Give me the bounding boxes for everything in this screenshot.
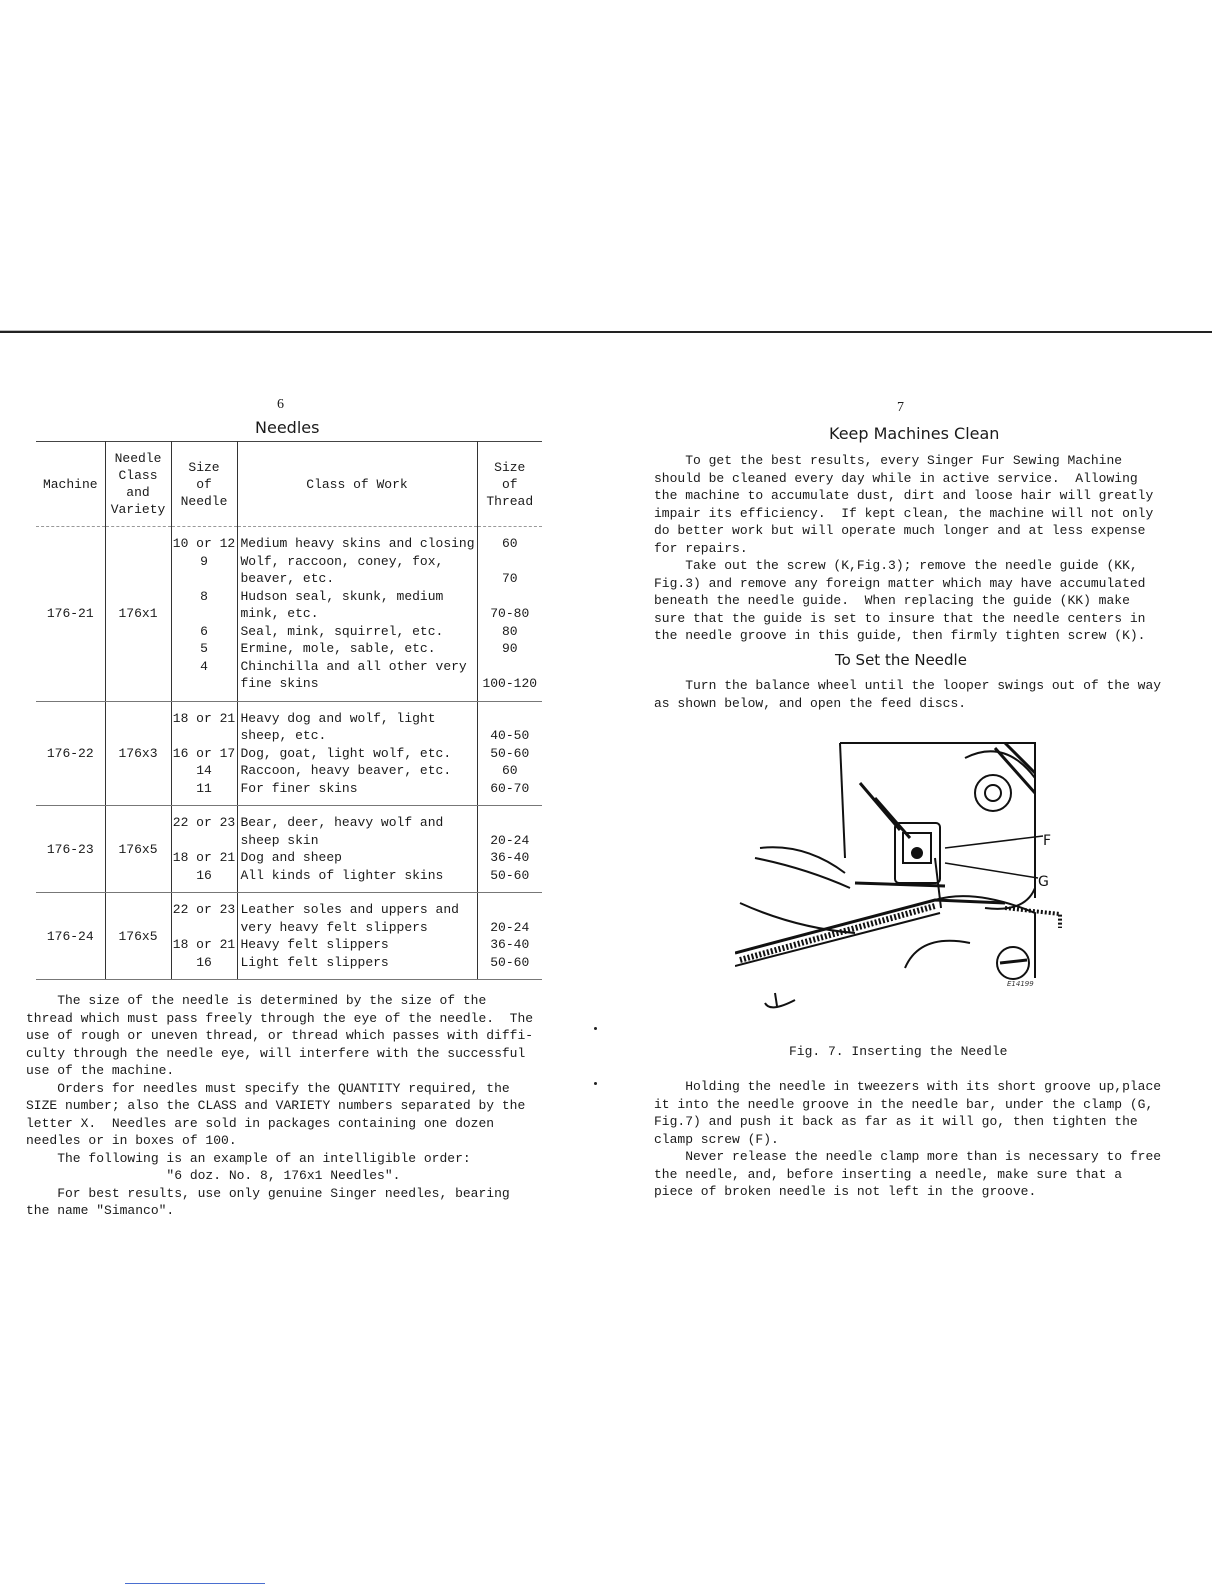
thread-size: 50-60 bbox=[490, 954, 530, 970]
class-of-work-cell bbox=[237, 893, 477, 980]
thread-size bbox=[478, 658, 543, 676]
text-line: the name "Simanco". bbox=[26, 1203, 175, 1218]
needle-size: 10 or 12 bbox=[172, 536, 236, 551]
work-description: Light felt slippers bbox=[240, 954, 389, 970]
work-description: very heavy felt slippers bbox=[240, 919, 428, 935]
thread-size bbox=[478, 553, 543, 571]
text-line: do better work but will operate much longer and at less expense bbox=[654, 523, 1146, 538]
thread-size: 60 bbox=[501, 536, 518, 551]
needle-illustration bbox=[735, 738, 1065, 1028]
class-of-work-cell bbox=[237, 527, 477, 702]
text-line: for repairs. bbox=[654, 540, 748, 556]
left-page-number: 6 bbox=[277, 397, 284, 412]
work-description: Heavy dog and wolf, light bbox=[240, 710, 436, 726]
thread-size: 20-24 bbox=[490, 919, 530, 935]
machine-cell: 176-22 bbox=[36, 701, 105, 806]
thread-size bbox=[478, 588, 543, 606]
needle-size: 11 bbox=[196, 780, 212, 796]
needle-class-cell: 176x5 bbox=[105, 806, 171, 893]
text-line: should be cleaned every day while in active service. Allowing bbox=[654, 470, 1138, 486]
work-description: beaver, etc. bbox=[240, 571, 335, 586]
set-needle-heading: To Set the Needle bbox=[835, 651, 967, 669]
figure-code: E14199 bbox=[1007, 980, 1034, 988]
needle-size bbox=[172, 605, 237, 623]
work-description: Heavy felt slippers bbox=[240, 937, 389, 952]
margin-dot bbox=[594, 1027, 597, 1030]
thread-size-cell bbox=[477, 701, 542, 806]
needle-size: 16 bbox=[196, 954, 212, 970]
work-description: Raccoon, heavy beaver, etc. bbox=[240, 763, 452, 778]
needle-size-cell bbox=[171, 701, 237, 806]
needle-notes bbox=[26, 992, 533, 1220]
needle-class-cell: 176x5 bbox=[105, 893, 171, 980]
thread-size: 50-60 bbox=[490, 867, 530, 883]
thread-size: 60 bbox=[501, 763, 518, 778]
header-machine: Machine bbox=[36, 442, 105, 527]
text-line: Fig.3) and remove any foreign matter which may have accumulated bbox=[654, 575, 1146, 591]
class-of-work-cell bbox=[237, 701, 477, 806]
class-of-work-cell bbox=[237, 806, 477, 893]
thread-size: 70 bbox=[501, 571, 518, 586]
work-description: Dog and sheep bbox=[240, 850, 342, 865]
needle-size: 14 bbox=[196, 763, 212, 778]
inserting-paragraph bbox=[654, 1078, 1161, 1201]
table-row bbox=[36, 527, 542, 702]
text-line: Orders for needles must specify the QUANTITY required, the bbox=[26, 1080, 510, 1096]
thread-size: 20-24 bbox=[490, 832, 530, 848]
table-row bbox=[36, 701, 542, 806]
right-page-title: Keep Machines Clean bbox=[829, 424, 1000, 443]
work-description: fine skins bbox=[240, 676, 319, 691]
needle-size-cell bbox=[171, 893, 237, 980]
thread-size bbox=[478, 901, 543, 919]
header-class-of-work: Class of Work bbox=[237, 442, 477, 527]
work-description: Hudson seal, skunk, medium bbox=[240, 588, 444, 604]
machine-cell: 176-23 bbox=[36, 806, 105, 893]
thread-size: 60-70 bbox=[490, 780, 530, 796]
bottom-link-rule bbox=[125, 1583, 265, 1584]
needle-size bbox=[172, 832, 237, 850]
sewing-machine-drawing bbox=[735, 738, 1065, 1028]
text-line: Turn the balance wheel until the looper swings out of the way bbox=[654, 678, 1162, 693]
text-line: SIZE number; also the CLASS and VARIETY numbers separated by the bbox=[26, 1098, 526, 1113]
thread-size: 40-50 bbox=[490, 728, 530, 743]
needle-size: 9 bbox=[200, 553, 208, 569]
needle-size: 22 or 23 bbox=[172, 815, 236, 830]
needle-size: 16 or 17 bbox=[172, 745, 236, 761]
header-size-of-thread: Size of Thread bbox=[477, 442, 542, 527]
needle-table bbox=[36, 441, 542, 980]
text-line: the needle, and, before inserting a needle, make sure that a bbox=[654, 1166, 1123, 1182]
thread-size: 36-40 bbox=[490, 850, 530, 865]
needle-size: 4 bbox=[200, 658, 208, 674]
text-line: Fig.7) and push it back as far as it will go, then tighten the bbox=[654, 1114, 1138, 1129]
work-description: Chinchilla and all other very bbox=[240, 658, 467, 674]
needle-size: 6 bbox=[200, 623, 208, 639]
text-line: needles or in boxes of 100. bbox=[26, 1133, 237, 1148]
margin-dot bbox=[594, 1082, 597, 1085]
needle-size bbox=[172, 675, 237, 693]
thread-size: 36-40 bbox=[490, 937, 530, 952]
needle-size: 8 bbox=[200, 588, 208, 604]
work-description: Medium heavy skins and closing bbox=[240, 536, 475, 551]
text-line: culty through the needle eye, will interfere with the successful bbox=[26, 1045, 526, 1061]
left-page-title: Needles bbox=[255, 418, 320, 437]
text-line: the machine to accumulate dust, dirt and loose hair will greatly bbox=[654, 488, 1154, 503]
needle-size bbox=[172, 570, 237, 588]
text-line: thread which must pass freely through the eye of the needle. The bbox=[26, 1010, 534, 1026]
text-line: Holding the needle in tweezers with its short groove up,place bbox=[654, 1079, 1162, 1094]
table-row bbox=[36, 893, 542, 980]
needle-size bbox=[172, 919, 237, 937]
needle-size-cell bbox=[171, 527, 237, 702]
needle-size: 22 or 23 bbox=[172, 902, 236, 917]
text-line: The size of the needle is determined by the size of the bbox=[26, 993, 487, 1008]
text-line: letter X. Needles are sold in packages containing one dozen bbox=[26, 1115, 495, 1131]
work-description: sheep skin bbox=[240, 832, 319, 848]
right-page-number: 7 bbox=[897, 400, 904, 415]
text-line: To get the best results, every Singer Fur Sewing Machine bbox=[654, 453, 1123, 468]
needle-class-cell: 176x3 bbox=[105, 701, 171, 806]
text-line: as shown below, and open the feed discs. bbox=[654, 695, 967, 711]
work-description: Ermine, mole, sable, etc. bbox=[240, 641, 436, 656]
needle-size bbox=[172, 727, 237, 745]
clean-paragraph bbox=[654, 452, 1153, 645]
machine-cell: 176-21 bbox=[36, 527, 105, 702]
text-line: the needle groove in this guide, then firmly tighten screw (K). bbox=[654, 628, 1146, 643]
table-header-row bbox=[36, 442, 542, 527]
header-size-of-needle: Size of Needle bbox=[171, 442, 237, 527]
text-line: sure that the guide is set to insure that the needle centers in bbox=[654, 610, 1146, 626]
work-description: Leather soles and uppers and bbox=[240, 902, 459, 917]
thread-size bbox=[478, 710, 543, 728]
label-g: G bbox=[1038, 874, 1049, 890]
thread-size bbox=[478, 814, 543, 832]
text-line: Never release the needle clamp more than is necessary to free bbox=[654, 1149, 1162, 1164]
text-line: impair its efficiency. If kept clean, the machine will not only bbox=[654, 505, 1154, 521]
needle-size-cell bbox=[171, 806, 237, 893]
needle-size: 16 bbox=[196, 867, 212, 883]
thread-size-cell bbox=[477, 527, 542, 702]
thread-size: 90 bbox=[501, 641, 518, 656]
text-line: "6 doz. No. 8, 176x1 Needles". bbox=[26, 1168, 401, 1183]
text-line: beneath the needle guide. When replacing the guide (KK) make bbox=[654, 593, 1130, 608]
text-line: For best results, use only genuine Singer needles, bearing bbox=[26, 1185, 510, 1201]
text-line: clamp screw (F). bbox=[654, 1131, 779, 1147]
text-line: use of the machine. bbox=[26, 1063, 175, 1078]
text-line: Take out the screw (K,Fig.3); remove the needle guide (KK, bbox=[654, 558, 1138, 573]
label-f: F bbox=[1043, 833, 1052, 849]
needle-size: 5 bbox=[200, 641, 208, 656]
work-description: Seal, mink, squirrel, etc. bbox=[240, 623, 444, 639]
text-line: it into the needle groove in the needle bar, under the clamp (G, bbox=[654, 1096, 1154, 1112]
text-line: use of rough or uneven thread, or thread which passes with diffi- bbox=[26, 1028, 534, 1043]
header-needle-class: Needle Class and Variety bbox=[105, 442, 171, 527]
work-description: Wolf, raccoon, coney, fox, bbox=[240, 553, 444, 569]
work-description: mink, etc. bbox=[240, 606, 319, 621]
work-description: Dog, goat, light wolf, etc. bbox=[240, 745, 452, 761]
thread-size-cell bbox=[477, 893, 542, 980]
work-description: All kinds of lighter skins bbox=[240, 867, 444, 883]
table-row bbox=[36, 806, 542, 893]
thread-size: 50-60 bbox=[490, 745, 530, 761]
needle-class-cell: 176x1 bbox=[105, 527, 171, 702]
thread-size: 80 bbox=[501, 623, 518, 639]
work-description: Bear, deer, heavy wolf and bbox=[240, 815, 444, 830]
text-line: The following is an example of an intelligible order: bbox=[26, 1150, 471, 1166]
needle-size: 18 or 21 bbox=[172, 850, 236, 865]
thread-size-cell bbox=[477, 806, 542, 893]
work-description: For finer skins bbox=[240, 780, 358, 796]
set-needle-paragraph bbox=[654, 677, 1161, 712]
text-line: piece of broken needle is not left in the groove. bbox=[654, 1184, 1037, 1199]
thread-size: 100-120 bbox=[482, 676, 538, 691]
work-description: sheep, etc. bbox=[240, 728, 327, 743]
top-rule bbox=[0, 331, 1212, 333]
figure-caption: Fig. 7. Inserting the Needle bbox=[789, 1044, 1008, 1059]
needle-size: 18 or 21 bbox=[172, 937, 236, 952]
thread-size: 70-80 bbox=[490, 606, 530, 621]
needle-size: 18 or 21 bbox=[172, 710, 236, 726]
machine-cell: 176-24 bbox=[36, 893, 105, 980]
